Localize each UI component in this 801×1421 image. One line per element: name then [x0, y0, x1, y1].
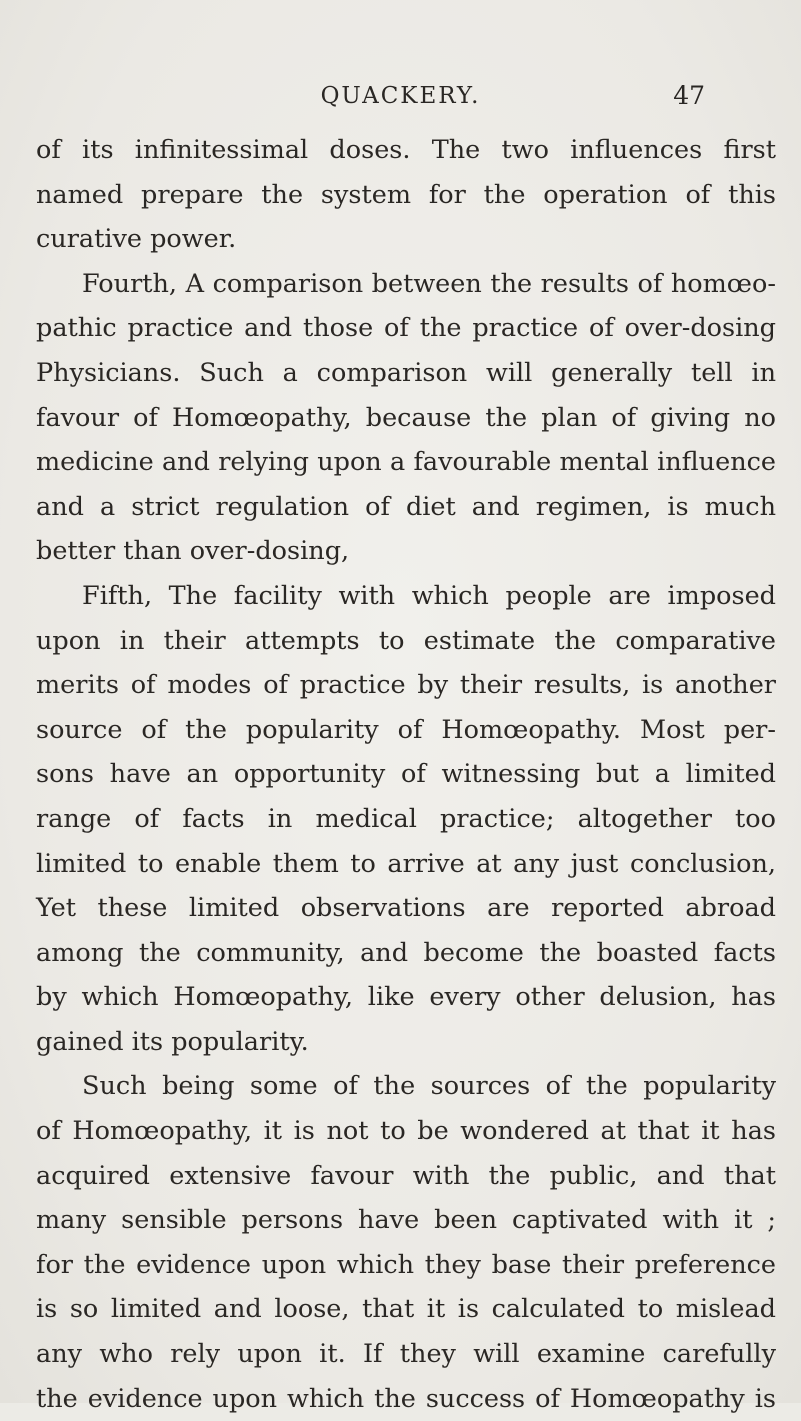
body-text [36, 128, 776, 1421]
text-line: and a strict regulation of diet and regimen, is much [36, 491, 776, 522]
text-line: named prepare the system for the operation of this [36, 179, 776, 210]
text-line: the evidence upon which the success of Homœopathy is [36, 1383, 776, 1414]
text-line: any who rely upon it. If they will examine carefully [36, 1339, 776, 1370]
text-line: Yet these limited observations are reported abroad [36, 893, 776, 924]
text-line: by which Homœopathy, like every other delusion, has [36, 982, 776, 1013]
running-head: QUACKERY. [320, 83, 481, 109]
text-line: range of facts in medical practice; altogether too [36, 803, 776, 834]
text-line: of Homœopathy, it is not to be wondered at that it has [36, 1116, 776, 1147]
text-line: is so limited and loose, that it is calculated to mislead [36, 1294, 776, 1325]
page-number: 47 [673, 81, 705, 110]
text-line: curative power. [36, 224, 237, 255]
text-line: better than over-dosing, [36, 536, 350, 567]
text-line: Physicians. Such a comparison will generally tell in [36, 357, 776, 388]
text-line: favour of Homœopathy, because the plan of giving no [36, 402, 776, 433]
text-line: acquired extensive favour with the public, and that [36, 1160, 776, 1191]
text-line: many sensible persons have been captivated with it ; [36, 1205, 776, 1236]
text-line: Fifth, The facility with which people are imposed [82, 580, 776, 611]
text-line: for the evidence upon which they base their preference [36, 1249, 776, 1280]
text-line: among the community, and become the boasted facts [36, 937, 776, 968]
text-line: sons have an opportunity of witnessing but a limited [36, 759, 776, 790]
text-line: merits of modes of practice by their results, is another [36, 670, 776, 701]
text-line: source of the popularity of Homœopathy. Most per- [36, 714, 776, 745]
page-header [0, 80, 801, 112]
text-line: gained its popularity. [36, 1026, 309, 1057]
text-line: pathic practice and those of the practice of over-dosing [36, 313, 776, 344]
text-line: limited to enable them to arrive at any just conclusion, [36, 848, 776, 879]
text-line: of its infinitessimal doses. The two influences first [36, 135, 776, 165]
text-line: Such being some of the sources of the popularity [82, 1071, 776, 1102]
text-line: Fourth, A comparison between the results of homœo- [82, 268, 776, 299]
text-line: upon in their attempts to estimate the comparative [36, 625, 776, 656]
text-line: medicine and relying upon a favourable mental influence [36, 447, 776, 478]
